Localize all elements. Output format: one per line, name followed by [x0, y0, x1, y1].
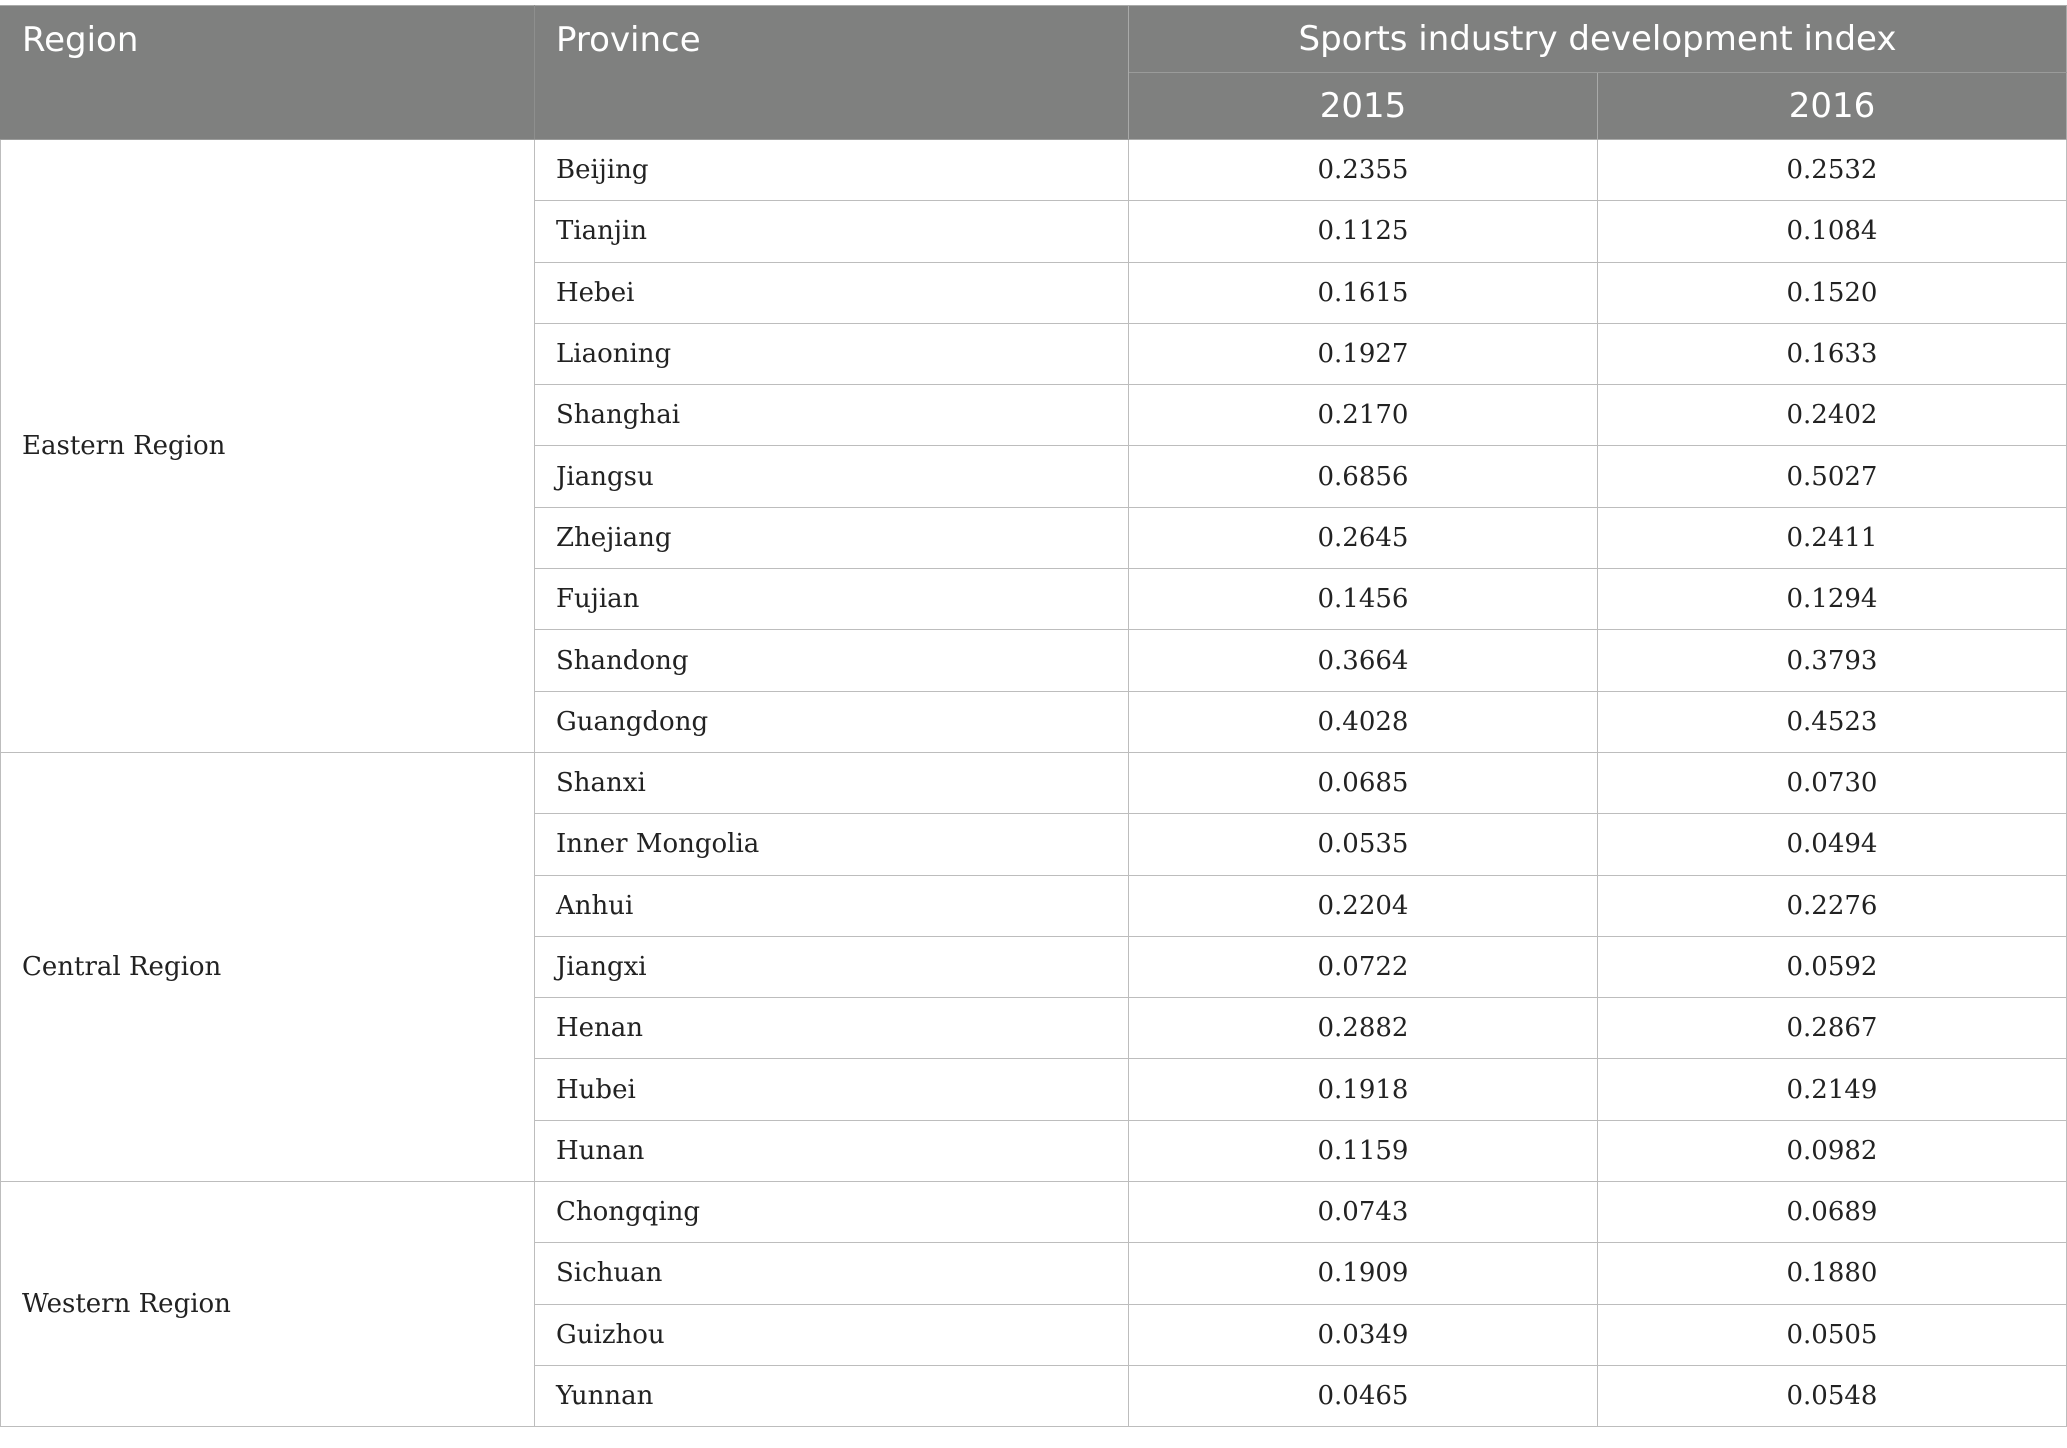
- value-2015-cell: 0.1909: [1129, 1243, 1598, 1304]
- value-2016-cell: 0.0494: [1598, 814, 2067, 875]
- value-2015-cell: 0.2355: [1129, 140, 1598, 201]
- table-row: [1, 752, 2067, 813]
- value-2016-cell: 0.1084: [1598, 201, 2067, 262]
- province-cell: Shanxi: [535, 752, 1129, 813]
- year-2016-header: 2016: [1598, 73, 2067, 140]
- table-body: [1, 140, 2067, 1427]
- province-cell: Anhui: [535, 875, 1129, 936]
- value-2015-cell: 0.2170: [1129, 385, 1598, 446]
- value-2015-cell: 0.1125: [1129, 201, 1598, 262]
- province-cell: Shandong: [535, 630, 1129, 691]
- value-2016-cell: 0.0505: [1598, 1304, 2067, 1365]
- province-cell: Hunan: [535, 1120, 1129, 1181]
- value-2015-cell: 0.0722: [1129, 936, 1598, 997]
- value-2015-cell: 0.2882: [1129, 998, 1598, 1059]
- index-group-header: Sports industry development index: [1129, 6, 2067, 73]
- province-cell: Hubei: [535, 1059, 1129, 1120]
- value-2016-cell: 0.0982: [1598, 1120, 2067, 1181]
- value-2015-cell: 0.1456: [1129, 569, 1598, 630]
- province-cell: Liaoning: [535, 323, 1129, 384]
- value-2016-cell: 0.3793: [1598, 630, 2067, 691]
- value-2016-cell: 0.2276: [1598, 875, 2067, 936]
- province-cell: Guangdong: [535, 691, 1129, 752]
- region-cell: Western Region: [1, 1182, 535, 1427]
- value-2015-cell: 0.1927: [1129, 323, 1598, 384]
- province-cell: Inner Mongolia: [535, 814, 1129, 875]
- value-2015-cell: 0.1159: [1129, 1120, 1598, 1181]
- province-cell: Sichuan: [535, 1243, 1129, 1304]
- value-2016-cell: 0.2149: [1598, 1059, 2067, 1120]
- value-2016-cell: 0.1880: [1598, 1243, 2067, 1304]
- province-cell: Zhejiang: [535, 507, 1129, 568]
- province-cell: Shanghai: [535, 385, 1129, 446]
- value-2015-cell: 0.1615: [1129, 262, 1598, 323]
- value-2015-cell: 0.0465: [1129, 1365, 1598, 1426]
- value-2016-cell: 0.4523: [1598, 691, 2067, 752]
- value-2016-cell: 0.0592: [1598, 936, 2067, 997]
- year-2015-header: 2015: [1129, 73, 1598, 140]
- value-2015-cell: 0.0349: [1129, 1304, 1598, 1365]
- province-cell: Henan: [535, 998, 1129, 1059]
- value-2016-cell: 0.1633: [1598, 323, 2067, 384]
- value-2015-cell: 0.6856: [1129, 446, 1598, 507]
- province-cell: Jiangxi: [535, 936, 1129, 997]
- province-cell: Guizhou: [535, 1304, 1129, 1365]
- value-2015-cell: 0.0685: [1129, 752, 1598, 813]
- province-column-header: Province: [535, 6, 1129, 140]
- value-2016-cell: 0.2532: [1598, 140, 2067, 201]
- value-2016-cell: 0.2402: [1598, 385, 2067, 446]
- province-cell: Fujian: [535, 569, 1129, 630]
- province-cell: Yunnan: [535, 1365, 1129, 1426]
- province-cell: Chongqing: [535, 1182, 1129, 1243]
- value-2016-cell: 0.5027: [1598, 446, 2067, 507]
- province-cell: Tianjin: [535, 201, 1129, 262]
- table-row: [1, 1182, 2067, 1243]
- value-2016-cell: 0.2411: [1598, 507, 2067, 568]
- region-cell: Central Region: [1, 752, 535, 1181]
- region-column-header: Region: [1, 6, 535, 140]
- value-2015-cell: 0.0743: [1129, 1182, 1598, 1243]
- value-2015-cell: 0.2204: [1129, 875, 1598, 936]
- value-2016-cell: 0.0548: [1598, 1365, 2067, 1426]
- value-2016-cell: 0.0730: [1598, 752, 2067, 813]
- value-2016-cell: 0.2867: [1598, 998, 2067, 1059]
- value-2015-cell: 0.0535: [1129, 814, 1598, 875]
- province-cell: Hebei: [535, 262, 1129, 323]
- value-2016-cell: 0.1294: [1598, 569, 2067, 630]
- value-2016-cell: 0.0689: [1598, 1182, 2067, 1243]
- value-2015-cell: 0.3664: [1129, 630, 1598, 691]
- province-cell: Jiangsu: [535, 446, 1129, 507]
- value-2015-cell: 0.2645: [1129, 507, 1598, 568]
- table-row: [1, 140, 2067, 201]
- index-table: [0, 5, 2067, 1427]
- value-2016-cell: 0.1520: [1598, 262, 2067, 323]
- province-cell: Beijing: [535, 140, 1129, 201]
- table-header: [1, 6, 2067, 140]
- region-cell: Eastern Region: [1, 140, 535, 753]
- value-2015-cell: 0.4028: [1129, 691, 1598, 752]
- value-2015-cell: 0.1918: [1129, 1059, 1598, 1120]
